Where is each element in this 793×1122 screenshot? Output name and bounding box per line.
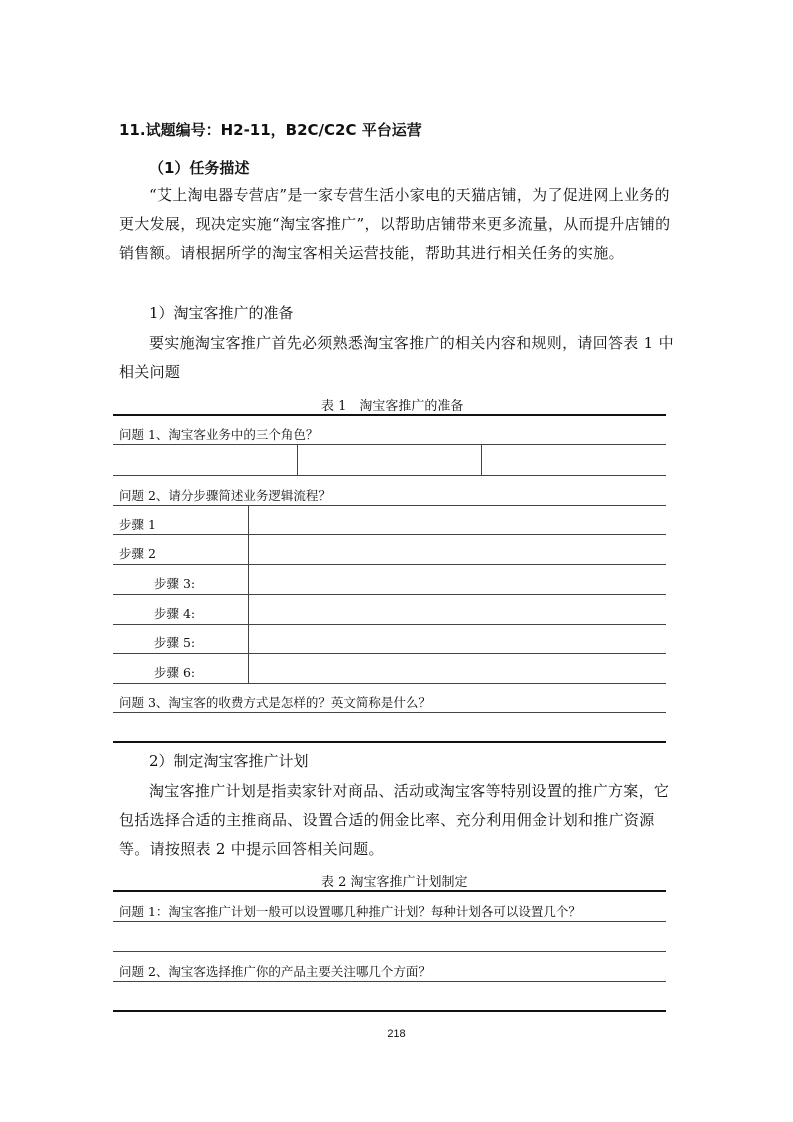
page-number: 218: [387, 1028, 406, 1040]
table1-divider: [113, 683, 666, 684]
table2-divider: [113, 981, 666, 982]
table1-step-label: 步骤 6:: [154, 665, 196, 680]
table1-step-label: 步骤 2: [119, 546, 156, 561]
table1-divider: [113, 594, 666, 595]
table1-divider: [113, 624, 666, 625]
table2-caption: 表 2 淘宝客推广计划制定: [321, 875, 468, 890]
part2-title: 2）制定淘宝客推广计划: [149, 752, 309, 770]
part1-intro: 要实施淘宝客推广首先必须熟悉淘宝客推广的相关内容和规则，请回答表 1 中相关问题: [119, 334, 674, 381]
table1-step-label: 步骤 4:: [154, 606, 196, 621]
table2-question-2: 问题 2、淘宝客选择推广你的产品主要关注哪几个方面？: [119, 964, 431, 979]
table1-top-rule: [113, 414, 666, 416]
table1-step-label: 步骤 1: [119, 517, 156, 532]
table1-divider: [113, 534, 666, 535]
table1-caption: 表 1 淘宝客推广的准备: [321, 399, 464, 414]
table2-divider: [113, 921, 666, 922]
table1-divider: [113, 564, 666, 565]
task-description-paragraph: “艾上淘电器专营店”是一家专营生活小家电的天猫店铺，为了促进网上业务的更大发展，现决定实施“淘宝客推广”，以帮助店铺带来更多流量，从而提升店铺的销售额。请根据所学的淘宝客相关运营技能，帮助其进行相关任务的实施。: [119, 186, 671, 262]
table1-divider: [113, 444, 666, 445]
table1-question-3: 问题 3、淘宝客的收费方式是怎样的？英文简称是什么？: [119, 695, 431, 710]
table1-step-label: 步骤 3:: [154, 576, 196, 591]
table1-question-1: 问题 1、淘宝客业务中的三个角色？: [119, 427, 319, 442]
table2-divider: [113, 951, 666, 952]
table1-divider: [113, 475, 666, 476]
question-heading: 11.试题编号：H2-11，B2C/C2C 平台运营: [119, 121, 422, 139]
table2-question-1: 问题 1：淘宝客推广计划一般可以设置哪几种推广计划？每种计划各可以设置几个？: [119, 904, 581, 919]
table1-divider: [113, 505, 666, 506]
table1-bottom-rule: [113, 741, 666, 743]
table1-step-label: 步骤 5:: [154, 635, 196, 650]
part1-title: 1）淘宝客推广的准备: [149, 304, 294, 322]
table1-role-column-divider: [481, 444, 482, 475]
table1-step-column-divider: [248, 505, 249, 683]
part2-paragraph: 淘宝客推广计划是指卖家针对商品、活动或淘宝客等特别设置的推广方案，它包括选择合适的主推商品、设置合适的佣金比率、充分利用佣金计划和推广资源等。请按照表 2 中提示回答相关问题。: [119, 782, 670, 858]
table1-divider: [113, 653, 666, 654]
table1-role-column-divider: [297, 444, 298, 475]
table1-question-2: 问题 2、请分步骤简述业务逻辑流程？: [119, 488, 331, 503]
table1-divider: [113, 712, 666, 713]
table2-bottom-rule: [113, 1010, 666, 1012]
table2-top-rule: [113, 890, 666, 892]
section-title-task-description: （1）任务描述: [149, 159, 250, 177]
